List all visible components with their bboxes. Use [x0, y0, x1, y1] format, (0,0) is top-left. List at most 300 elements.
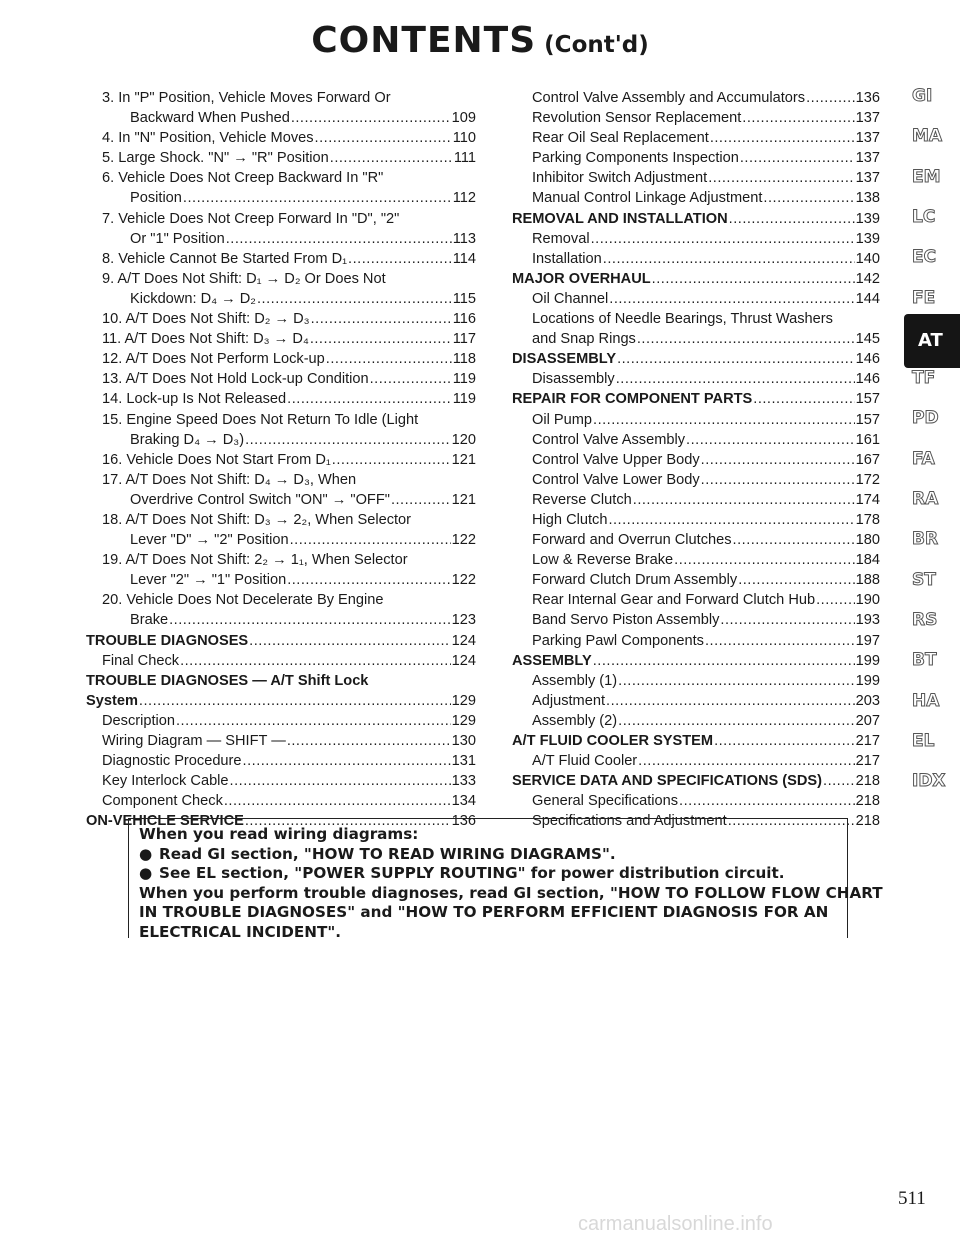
toc-entry-label: DISASSEMBLY: [512, 351, 617, 368]
toc-entry-page: 146: [855, 351, 880, 368]
toc-entry[interactable]: [512, 731, 880, 751]
notice-line-4: When you perform trouble diagnoses, read GI section, "HOW TO FOLLOW FLOW CHART: [139, 883, 883, 902]
toc-entry[interactable]: [86, 410, 476, 430]
toc-entry[interactable]: [86, 510, 476, 530]
toc-entry-page: 115: [452, 290, 476, 307]
leader-dots: [245, 430, 451, 450]
toc-entry-page: 118: [452, 351, 476, 368]
section-tab-fa[interactable]: FA: [912, 448, 935, 469]
toc-entry-page: 136: [451, 813, 476, 830]
toc-entry-page: 218: [855, 813, 880, 830]
section-tab-el[interactable]: EL: [912, 730, 935, 751]
toc-entry[interactable]: [512, 389, 880, 409]
toc-entry-page: 114: [452, 250, 476, 267]
toc-entry-label: ON-VEHICLE SERVICE: [86, 813, 244, 830]
leader-dots: [310, 329, 452, 349]
toc-entry[interactable]: [512, 188, 880, 208]
toc-entry[interactable]: [512, 671, 880, 691]
page-number: 511: [898, 1188, 926, 1209]
toc-entry-page: 137: [855, 150, 880, 167]
toc-entry-label: Installation: [532, 250, 602, 267]
toc-entry-label: Assembly (1): [532, 672, 618, 689]
leader-dots: [763, 188, 854, 208]
toc-entry[interactable]: [512, 168, 880, 188]
leader-dots: [257, 289, 452, 309]
toc-entry[interactable]: [512, 651, 880, 671]
section-tab-fe[interactable]: FE: [912, 287, 936, 308]
title-main: CONTENTS: [311, 20, 537, 61]
toc-entry[interactable]: [86, 570, 476, 590]
toc-entry-page: 120: [451, 431, 476, 448]
leader-dots: [686, 430, 855, 450]
leader-dots: [616, 369, 855, 389]
toc-entry-page: 130: [451, 733, 476, 749]
toc-entry-label: 4. In "N" Position, Vehicle Moves: [102, 130, 314, 147]
bullet-icon: ●: [139, 844, 153, 863]
toc-entry-page: 197: [855, 632, 880, 649]
toc-entry-label: Inhibitor Switch Adjustment: [532, 170, 708, 187]
toc-left-column: [86, 88, 476, 831]
toc-entry-label: Oil Pump: [532, 411, 593, 428]
toc-entry-label: Description: [102, 712, 175, 729]
toc-entry-label: and Snap Rings: [532, 331, 636, 348]
toc-entry[interactable]: [86, 651, 476, 671]
section-tab-ma[interactable]: MA: [912, 126, 943, 147]
leader-dots: [679, 791, 855, 811]
leader-dots: [705, 631, 855, 651]
toc-entry-page: 131: [451, 753, 476, 770]
leader-dots: [249, 631, 450, 651]
section-tab-idx[interactable]: IDX: [912, 771, 946, 792]
toc-entry-page: 123: [451, 612, 476, 629]
toc-entry-page: 136: [855, 90, 880, 106]
toc-entry-page: 146: [855, 371, 880, 388]
toc-entry[interactable]: [86, 610, 476, 630]
leader-dots: [740, 148, 855, 168]
leader-dots: [348, 249, 452, 269]
notice-line-3: [139, 864, 843, 884]
section-tab-tf[interactable]: TF: [912, 368, 936, 389]
leader-dots: [638, 751, 854, 771]
leader-dots: [291, 108, 451, 128]
toc-entry-label: Adjustment: [532, 692, 606, 709]
toc-entry-label: Wiring Diagram — SHIFT —: [102, 733, 286, 749]
toc-entry-label: Disassembly: [532, 371, 615, 388]
toc-entry-label: Low & Reverse Brake: [532, 552, 674, 569]
toc-entry-label: TROUBLE DIAGNOSES — A/T Shift Lock: [86, 672, 369, 689]
toc-entry[interactable]: [86, 269, 476, 289]
toc-entry[interactable]: [512, 490, 880, 510]
toc-entry[interactable]: [512, 550, 880, 570]
leader-dots: [710, 128, 855, 148]
section-tab-ra[interactable]: RA: [912, 489, 939, 509]
toc-entry-page: 188: [855, 572, 880, 589]
leader-dots: [243, 751, 451, 771]
toc-entry[interactable]: [512, 510, 880, 530]
toc-entry-page: 121: [451, 451, 476, 468]
toc-entry-label: 15. Engine Speed Does Not Return To Idle (Light: [102, 411, 419, 428]
toc-entry-page: 140: [855, 250, 880, 267]
toc-entry[interactable]: [512, 751, 880, 771]
toc-entry[interactable]: [86, 450, 476, 470]
toc-entry[interactable]: [512, 229, 880, 249]
toc-entry-page: 144: [855, 290, 880, 307]
leader-dots: [637, 329, 855, 349]
toc-entry-page: 145: [855, 331, 880, 348]
leader-dots: [733, 530, 855, 550]
leader-dots: [608, 510, 854, 530]
toc-entry[interactable]: [512, 631, 880, 651]
toc-entry[interactable]: [512, 108, 880, 128]
toc-entry-page: 142: [855, 270, 880, 287]
leader-dots: [674, 550, 855, 570]
toc-entry[interactable]: [86, 771, 476, 791]
toc-entry[interactable]: [512, 410, 880, 430]
toc-entry-label: TROUBLE DIAGNOSES: [86, 632, 249, 649]
leader-dots: [593, 651, 855, 671]
toc-entry[interactable]: [86, 671, 476, 691]
toc-entry-label: Control Valve Upper Body: [532, 451, 700, 468]
toc-entry-label: Forward Clutch Drum Assembly: [532, 572, 738, 589]
toc-entry-label: Or "1" Position: [130, 230, 225, 247]
page-title: [0, 20, 960, 61]
toc-entry-page: 180: [855, 532, 880, 549]
toc-entry-label: High Clutch: [532, 511, 608, 528]
leader-dots: [370, 369, 452, 389]
leader-dots: [823, 771, 855, 791]
toc-entry-page: 218: [855, 773, 880, 790]
leader-dots: [315, 128, 452, 148]
toc-entry[interactable]: [512, 791, 880, 811]
leader-dots: [226, 229, 452, 249]
toc-entry-label: Rear Internal Gear and Forward Clutch Hub: [532, 592, 816, 609]
section-tab-em[interactable]: EM: [912, 166, 941, 187]
leader-dots: [701, 450, 855, 470]
toc-entry[interactable]: [512, 530, 880, 550]
toc-entry-label: 6. Vehicle Does Not Creep Backward In "R": [102, 170, 384, 187]
toc-entry[interactable]: [512, 128, 880, 148]
leader-dots: [290, 530, 451, 550]
toc-entry[interactable]: [512, 470, 880, 490]
toc-entry-page: 139: [855, 230, 880, 247]
toc-entry-label: General Specifications: [532, 793, 679, 810]
toc-entry[interactable]: [86, 530, 476, 550]
toc-entry-label: Lever "2" → "1" Position: [130, 572, 287, 589]
toc-entry-label: Band Servo Piston Assembly: [532, 612, 720, 629]
toc-entry-label: Reverse Clutch: [532, 491, 632, 508]
toc-entry-label: Diagnostic Procedure: [102, 753, 242, 770]
toc-entry-label: Final Check: [102, 652, 180, 669]
toc-entry-page: 167: [855, 451, 880, 468]
toc-entry-page: 199: [855, 652, 880, 669]
toc-entry-label: REMOVAL AND INSTALLATION: [512, 210, 728, 227]
toc-entry-page: 174: [855, 491, 880, 508]
toc-entry[interactable]: [86, 128, 476, 148]
toc-entry-page: 110: [452, 130, 476, 147]
toc-entry-page: 112: [452, 190, 476, 207]
footer-watermark-url: carmanualsonline.info: [578, 1213, 773, 1235]
toc-entry-label: Key Interlock Cable: [102, 773, 229, 790]
toc-entry-page: 129: [451, 692, 476, 709]
leader-dots: [287, 389, 452, 409]
toc-entry-page: 138: [855, 190, 880, 207]
leader-dots: [720, 610, 854, 630]
toc-entry[interactable]: [512, 249, 880, 269]
toc-entry-page: 122: [451, 532, 476, 549]
toc-entry-page: 116: [452, 311, 476, 328]
toc-entry[interactable]: [512, 88, 880, 108]
notice-line-5: IN TROUBLE DIAGNOSES" and "HOW TO PERFORM EFFICIENT DIAGNOSIS FOR AN: [139, 903, 829, 921]
leader-dots: [753, 389, 854, 409]
leader-dots: [311, 309, 452, 329]
toc-entry[interactable]: [86, 791, 476, 811]
toc-entry-page: 218: [855, 793, 880, 810]
toc-entry-label: Assembly (2): [532, 712, 618, 729]
toc-entry-label: 8. Vehicle Cannot Be Started From D₁: [102, 250, 348, 267]
toc-entry[interactable]: [512, 450, 880, 470]
toc-entry-page: 113: [452, 230, 476, 247]
toc-entry[interactable]: [512, 209, 880, 229]
section-tab-st[interactable]: ST: [912, 569, 936, 590]
section-tab-rs[interactable]: RS: [912, 609, 938, 630]
toc-entry[interactable]: [512, 590, 880, 610]
toc-entry-label: System: [86, 692, 138, 709]
leader-dots: [224, 791, 451, 811]
toc-entry-page: 190: [855, 592, 880, 609]
toc-entry-label: 10. A/T Does Not Shift: D₂ → D₃: [102, 311, 310, 328]
notice-line-2-text: Read GI section, "HOW TO READ WIRING DIAGRAMS".: [159, 844, 616, 863]
leader-dots: [183, 188, 452, 208]
toc-entry[interactable]: [86, 148, 476, 168]
leader-dots: [618, 711, 854, 731]
toc-entry-label: 17. A/T Does Not Shift: D₄ → D₃, When: [102, 471, 357, 488]
leader-dots: [287, 731, 451, 751]
toc-entry-label: MAJOR OVERHAUL: [512, 270, 651, 287]
toc-entry[interactable]: [86, 209, 476, 229]
toc-entry-label: Locations of Needle Bearings, Thrust Washers: [532, 311, 833, 328]
toc-entry-page: 157: [855, 391, 880, 408]
leader-dots: [391, 490, 451, 510]
toc-entry-label: Braking D₄ → D₃): [130, 431, 245, 448]
toc-entry[interactable]: [86, 751, 476, 771]
toc-entry-label: Control Valve Assembly and Accumulators: [532, 90, 806, 106]
leader-dots: [591, 229, 855, 249]
leader-dots: [617, 349, 855, 369]
toc-entry-label: Lever "D" → "2" Position: [130, 532, 289, 549]
toc-entry-page: 203: [855, 692, 880, 709]
toc-entry[interactable]: [512, 269, 880, 289]
toc-entry[interactable]: [86, 430, 476, 450]
toc-entry-page: 217: [855, 753, 880, 770]
notice-line-6: ELECTRICAL INCIDENT".: [139, 922, 342, 941]
toc-entry-label: REPAIR FOR COMPONENT PARTS: [512, 391, 753, 408]
leader-dots: [652, 269, 855, 289]
toc-entry-label: Parking Components Inspection: [532, 150, 739, 167]
toc-entry[interactable]: [512, 430, 880, 450]
toc-entry-label: 3. In "P" Position, Vehicle Moves Forward Or: [102, 90, 391, 106]
leader-dots: [180, 651, 451, 671]
toc-entry-label: Component Check: [102, 793, 223, 810]
toc-entry[interactable]: [86, 389, 476, 409]
toc-entry-label: 5. Large Shock. "N" → "R" Position: [102, 150, 329, 167]
toc-entry-page: 161: [855, 431, 880, 448]
toc-entry-label: Forward and Overrun Clutches: [532, 532, 732, 549]
toc-entry-label: ASSEMBLY: [512, 652, 592, 669]
section-tab-ec[interactable]: EC: [912, 247, 937, 268]
leader-dots: [139, 691, 451, 711]
toc-entry-page: 137: [855, 110, 880, 127]
toc-entry[interactable]: [86, 168, 476, 188]
toc-entry[interactable]: [512, 329, 880, 349]
toc-entry[interactable]: [86, 229, 476, 249]
toc-entry-label: Rear Oil Seal Replacement: [532, 130, 709, 147]
section-tab-bt[interactable]: BT: [912, 650, 937, 671]
toc-entry-label: Overdrive Control Switch "ON" → "OFF": [130, 491, 390, 508]
toc-entry[interactable]: [86, 490, 476, 510]
toc-entry-page: 124: [451, 652, 476, 669]
toc-entry-label: 14. Lock-up Is Not Released: [102, 391, 287, 408]
toc-entry-label: SERVICE DATA AND SPECIFICATIONS (SDS): [512, 773, 823, 790]
toc-entry[interactable]: [86, 590, 476, 610]
bullet-icon: ●: [139, 864, 153, 882]
leader-dots: [326, 349, 452, 369]
toc-entry[interactable]: [86, 349, 476, 369]
toc-entry[interactable]: [512, 148, 880, 168]
toc-entry-label: Control Valve Lower Body: [532, 471, 700, 488]
toc-entry[interactable]: [86, 108, 476, 128]
toc-entry[interactable]: [512, 309, 880, 329]
toc-entry-label: 19. A/T Does Not Shift: 2₂ → 1₁, When Selector: [102, 552, 408, 569]
toc-entry-label: 9. A/T Does Not Shift: D₁ → D₂ Or Does Not: [102, 270, 386, 287]
toc-entry[interactable]: [86, 691, 476, 711]
toc-entry-page: 124: [451, 632, 476, 649]
toc-entry-label: Oil Channel: [532, 290, 609, 307]
toc-entry-page: 109: [451, 110, 476, 127]
toc-entry[interactable]: [512, 369, 880, 389]
toc-entry[interactable]: [512, 289, 880, 309]
toc-entry[interactable]: [86, 631, 476, 651]
toc-entry-label: Parking Pawl Components: [532, 632, 704, 649]
toc-entry-label: 16. Vehicle Does Not Start From D₁: [102, 451, 331, 468]
leader-dots: [169, 610, 451, 630]
leader-dots: [714, 731, 855, 751]
leader-dots: [593, 410, 855, 430]
section-tab-at[interactable]: AT: [904, 314, 960, 368]
leader-dots: [606, 691, 855, 711]
toc-entry-page: 184: [855, 552, 880, 569]
toc-entry-label: Backward When Pushed: [130, 110, 290, 127]
toc-entry-page: 137: [855, 130, 880, 147]
toc-entry-page: 207: [855, 712, 880, 729]
toc-entry[interactable]: [512, 711, 880, 731]
toc-entry-page: 119: [452, 391, 476, 408]
leader-dots: [330, 148, 453, 168]
toc-entry[interactable]: [86, 369, 476, 389]
toc-entry-page: 129: [451, 712, 476, 729]
leader-dots: [701, 470, 855, 490]
toc-entry-page: 121: [451, 491, 476, 508]
section-tab-pd[interactable]: PD: [912, 408, 939, 429]
toc-entry[interactable]: [86, 731, 476, 751]
toc-entry-page: 122: [451, 572, 476, 589]
title-suffix: (Cont'd): [544, 32, 649, 58]
toc-entry[interactable]: [86, 550, 476, 570]
toc-entry[interactable]: [86, 88, 476, 108]
toc-entry-page: 193: [855, 612, 880, 629]
toc-entry[interactable]: [512, 771, 880, 791]
toc-entry-label: 7. Vehicle Does Not Creep Forward In "D", "2": [102, 210, 400, 227]
toc-entry-label: Manual Control Linkage Adjustment: [532, 190, 763, 207]
notice-line-3-text: See EL section, "POWER SUPPLY ROUTING" for power distribution circuit.: [159, 864, 785, 882]
toc-entry[interactable]: [512, 349, 880, 369]
toc-entry-page: 217: [855, 733, 880, 749]
toc-entry-label: Kickdown: D₄ → D₂: [130, 290, 256, 307]
toc-entry-label: 12. A/T Does Not Perform Lock-up: [102, 351, 325, 368]
toc-entry-page: 111: [453, 150, 476, 167]
leader-dots: [618, 671, 854, 691]
toc-entry-label: 11. A/T Does Not Shift: D₃ → D₄: [102, 331, 309, 348]
leader-dots: [708, 168, 854, 188]
toc-entry-label: Removal: [532, 230, 590, 247]
toc-entry[interactable]: [512, 610, 880, 630]
toc-entry-page: 178: [855, 511, 880, 528]
leader-dots: [176, 711, 451, 731]
toc-entry[interactable]: [86, 470, 476, 490]
toc-entry[interactable]: [86, 309, 476, 329]
leader-dots: [729, 209, 855, 229]
toc-entry[interactable]: [86, 289, 476, 309]
section-tab-br[interactable]: BR: [912, 529, 939, 550]
toc-entry-label: Revolution Sensor Replacement: [532, 110, 742, 127]
leader-dots: [230, 771, 451, 791]
toc-entry-label: Position: [130, 190, 182, 207]
toc-entry-page: 133: [451, 773, 476, 790]
toc-entry-label: A/T Fluid Cooler: [532, 753, 638, 770]
toc-entry-label: 20. Vehicle Does Not Decelerate By Engine: [102, 592, 384, 609]
leader-dots: [609, 289, 854, 309]
toc-entry-page: 139: [855, 210, 880, 227]
toc-entry-page: 137: [855, 170, 880, 187]
section-tab-lc[interactable]: LC: [912, 206, 936, 227]
toc-entry[interactable]: [86, 329, 476, 349]
toc-entry-page: 134: [451, 793, 476, 810]
toc-entry-page: 117: [452, 331, 476, 348]
toc-entry[interactable]: [512, 570, 880, 590]
leader-dots: [806, 88, 855, 108]
notice-line-2: [139, 845, 843, 865]
section-tab-ha[interactable]: HA: [912, 690, 940, 711]
toc-entry-label: 13. A/T Does Not Hold Lock-up Condition: [102, 371, 369, 388]
toc-entry-page: 199: [855, 672, 880, 689]
toc-entry-label: 18. A/T Does Not Shift: D₃ → 2₂, When Selector: [102, 511, 412, 528]
toc-entry[interactable]: [86, 711, 476, 731]
section-tab-gi[interactable]: GI: [912, 86, 933, 106]
leader-dots: [332, 450, 451, 470]
toc-entry-page: 119: [452, 371, 476, 388]
toc-entry-label: Specifications and Adjustment: [532, 813, 727, 830]
toc-entry-label: Control Valve Assembly: [532, 431, 686, 448]
toc-entry[interactable]: [86, 249, 476, 269]
toc-entry-label: Brake: [130, 612, 169, 629]
toc-entry[interactable]: [512, 691, 880, 711]
toc-entry-page: 172: [855, 471, 880, 488]
toc-entry[interactable]: [86, 188, 476, 208]
leader-dots: [603, 249, 855, 269]
toc-entry-label: A/T FLUID COOLER SYSTEM: [512, 733, 714, 749]
notice-line-1: When you read wiring diagrams:: [139, 825, 419, 843]
toc-entry-page: 157: [855, 411, 880, 428]
leader-dots: [633, 490, 855, 510]
